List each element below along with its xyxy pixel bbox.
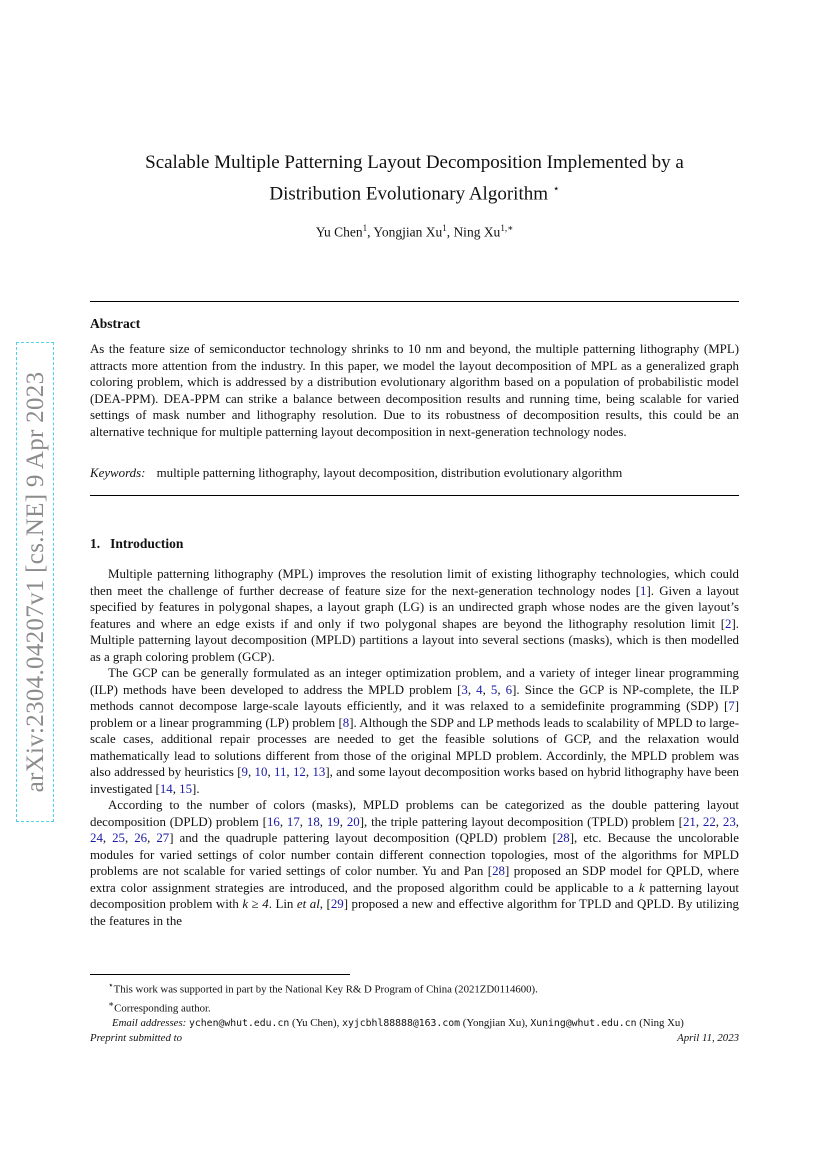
email-owner: (Yongjian Xu), (462, 1017, 528, 1030)
citation-link[interactable]: 24 (90, 831, 103, 845)
citation-link[interactable]: 18 (306, 814, 320, 829)
text-run: , (299, 814, 307, 829)
text-run: ]. Since the GCP is NP-complete, the ILP methods cannot decompose large-scale layouts efficiently, and it was relaxed to a semidefinite programming (SDP) [ (90, 682, 739, 713)
preprint-line (90, 1032, 739, 1044)
et-al: et al (296, 897, 320, 911)
text-run: ], and some layout decomposition works based on hybrid lithography have been investigated [ (90, 765, 739, 796)
preprint-label: Preprint submitted to (90, 1032, 182, 1044)
email-link[interactable]: xyjcbhl88888@163.com (342, 1018, 461, 1030)
citation-link[interactable]: 15 (179, 781, 193, 796)
keywords-label: Keywords: (90, 466, 146, 480)
citation-link[interactable]: 3 (461, 682, 468, 697)
text-run: , (482, 682, 491, 697)
author-name: Yongjian Xu (373, 224, 443, 240)
text-run: ]. Although the SDP and LP methods leads to scalability of MPLD to large-scale cases, additional repair processes are needed to get the feasible solutions of GCP, and the relaxation would mathematically lead to solutions different from those of the original MPLD problem. Accordinly, the MPLD problem was also addressed by heuristics [ (90, 715, 739, 779)
citation-link[interactable]: 26 (134, 831, 148, 845)
citation-link[interactable]: 8 (342, 715, 350, 730)
text-run: , (279, 814, 287, 829)
text-run: , (497, 682, 506, 697)
email-link[interactable]: ychen@whut.edu.cn (188, 1018, 290, 1030)
footnote-text: Corresponding author. (114, 1002, 211, 1015)
email-owner: (Yu Chen), (291, 1017, 340, 1030)
citation-link[interactable]: 6 (505, 682, 513, 697)
section-heading-introduction (90, 536, 193, 552)
text-run: , (286, 765, 293, 779)
arxiv-side-stamp (14, 342, 58, 822)
citation-link[interactable]: 27 (156, 831, 170, 845)
footnote-emails (90, 1016, 739, 1032)
citation-link[interactable]: 16 (266, 814, 280, 829)
email-owner: (Ning Xu) (639, 1017, 684, 1030)
text-run: ], etc. Because the uncolorable modules for varied settings of color number contain different connection topologies, most of the algorithms for MPLD problems are not scalable for varied settings of color number. Yu and Pan [ (90, 831, 739, 878)
keywords-list: multiple patterning lithography, layout decomposition, distribution evolutionary algorithm (156, 466, 623, 480)
text-run: , (467, 682, 477, 697)
citation-link[interactable]: 13 (312, 765, 326, 779)
paper-title (90, 150, 739, 207)
text-run: ] proposed a new and effective algorithm for TPLD and QPLD. By utilizing the features in the (90, 897, 740, 928)
math-symbol: k (638, 880, 645, 895)
title-line-2 (90, 176, 739, 207)
citation-link[interactable]: 9 (241, 765, 248, 779)
citation-link[interactable]: 1 (640, 583, 647, 598)
footnotes (90, 978, 739, 1032)
author-affiliation: 1 (442, 223, 447, 233)
author-name: Ning Xu (453, 224, 501, 240)
text-run: , (339, 814, 347, 829)
text-run: According to the number of colors (masks), MPLD problems can be categorized as the double pattering layout decomposition (DPLD) problem [ (90, 798, 739, 829)
footnote-mark: ⋆ (108, 980, 114, 990)
text-run: , (305, 765, 313, 779)
paragraph-2 (90, 665, 739, 797)
text-run: , (102, 831, 113, 845)
citation-link[interactable]: 23 (722, 814, 736, 829)
text-run: , (125, 831, 135, 845)
preprint-date: April 11, 2023 (677, 1032, 739, 1044)
text-run: The GCP can be generally formulated as an integer optimization problem, and a variety of integer linear programming (ILP) methods have been developed to address the MPLD problem [ (90, 666, 739, 697)
abstract-heading: Abstract (90, 316, 141, 331)
citation-link[interactable]: 25 (112, 831, 125, 845)
email-link[interactable]: Xuning@whut.edu.cn (530, 1018, 637, 1030)
text-run: Multiple patterning lithography (MPL) improves the resolution limit of existing lithography technologies, which could then meet the challenge of further decrease of feature size for the next-generation technology nodes [ (90, 567, 739, 598)
title-line-1: Scalable Multiple Patterning Layout Decomposition Implemented by a (145, 152, 684, 173)
footnote-funding (90, 978, 739, 997)
section-title: Introduction (110, 536, 184, 551)
text-run: , (147, 831, 157, 845)
text-run: ], the triple pattering layout decomposition (TPLD) problem [ (359, 814, 683, 829)
text-run: , (695, 814, 703, 829)
text-run: , [ (319, 897, 331, 911)
citation-link[interactable]: 14 (159, 781, 173, 796)
footnote-rule (90, 974, 350, 975)
citation-link[interactable]: 28 (556, 831, 570, 845)
citation-link[interactable]: 11 (274, 765, 287, 779)
author-affiliation: 1 (362, 223, 368, 233)
email-label: Email addresses: (112, 1017, 187, 1030)
text-run: ]. (192, 781, 200, 796)
text-run: ] and the quadruple pattering layout decomposition (QPLD) problem [ (169, 831, 557, 845)
math-inequality: k ≥ 4 (242, 897, 269, 911)
text-run: , (247, 765, 255, 779)
title-footnote-mark: ⋆ (552, 183, 560, 195)
introduction-body (90, 566, 739, 929)
footnote-text: This work was supported in part by the National Key R& D Program of China (2021ZD0114600). (113, 983, 538, 996)
text-run: ] proposed an SDP model for QPLD, where extra color assignment strategies are introduced, and the proposed algorithm could be applicable to a (90, 864, 739, 895)
text-run: ]. Given a layout specified by features in polygonal shapes, a layout graph (LG) is an undirected graph whose nodes are the given layout’s features and where an edge exists if and only if two polygonal shapes are beyond the lithography resolution limit [ (90, 583, 739, 631)
citation-link[interactable]: 28 (492, 864, 505, 878)
text-run: ] problem or a linear programming (LP) problem [ (90, 699, 739, 730)
citation-link[interactable]: 19 (326, 814, 340, 829)
abstract-paragraph: As the feature size of semiconductor technology shrinks to 10 nm and beyond, the multiple patterning lithography (MPL) attracts more attention from the industry. In this paper, we model the layout decomposition of MPL as a generalized graph coloring problem, which is addressed by a distribution evolutionary algorithm based on a population of probabilistic model (DEA-PPM). DEA-PPM can strike a balance between decomposition results and running time, being scalable for varied settings of mask number and lithography resolution. Due to its robustness of decomposition results, this could be an alternative technique for multiple patterning layout decomposition in next-generation technology nodes. (90, 342, 739, 439)
citation-link[interactable]: 22 (702, 814, 716, 829)
paragraph-1 (90, 566, 739, 665)
footnote-corresponding (90, 997, 739, 1016)
footnote-mark: ∗ (108, 999, 115, 1010)
citation-link[interactable]: 10 (254, 765, 268, 779)
abstract-bottom-rule (90, 495, 739, 496)
abstract-top-rule (90, 301, 739, 302)
citation-link[interactable]: 12 (292, 765, 306, 779)
section-number: 1. (90, 536, 101, 551)
citation-link[interactable]: 2 (725, 616, 732, 631)
text-run: , (735, 814, 739, 829)
citation-link[interactable]: 29 (330, 897, 344, 911)
text-run: ]. Multiple patterning layout decomposition (MPLD) partitions a layout into several sections (masks), which is then modelled as a graph coloring problem (GCP). (90, 616, 739, 664)
citation-link[interactable]: 5 (490, 682, 498, 697)
author-list: Yu Chen$^1$, Yongjian Xu$^1$, Ning $Xu^{1,∗}$ (315, 223, 514, 240)
text-run: , (715, 814, 723, 829)
citation-link[interactable]: 21 (682, 814, 696, 829)
arxiv-id: arXiv:2304.04207v1 [cs.NE] 9 Apr 2023 (22, 371, 49, 793)
abstract-text (90, 341, 739, 440)
keywords-line (90, 466, 739, 481)
author-affiliation: 1,∗ (500, 223, 514, 233)
text-run: , (267, 765, 274, 779)
title-line-2-text: Distribution Evolutionary Algorithm (269, 183, 548, 205)
paragraph-3 (90, 797, 739, 929)
text-run: , (172, 781, 180, 796)
text-run: . Lin (268, 897, 297, 911)
citation-link[interactable]: 7 (728, 699, 735, 713)
citation-link[interactable]: 17 (286, 814, 300, 829)
text-run: , (319, 814, 327, 829)
text-run: patterning layout decomposition problem with (90, 880, 739, 911)
citation-link[interactable]: 20 (346, 814, 360, 829)
author-name: Yu Chen (315, 224, 363, 240)
citation-link[interactable]: 4 (476, 682, 483, 697)
